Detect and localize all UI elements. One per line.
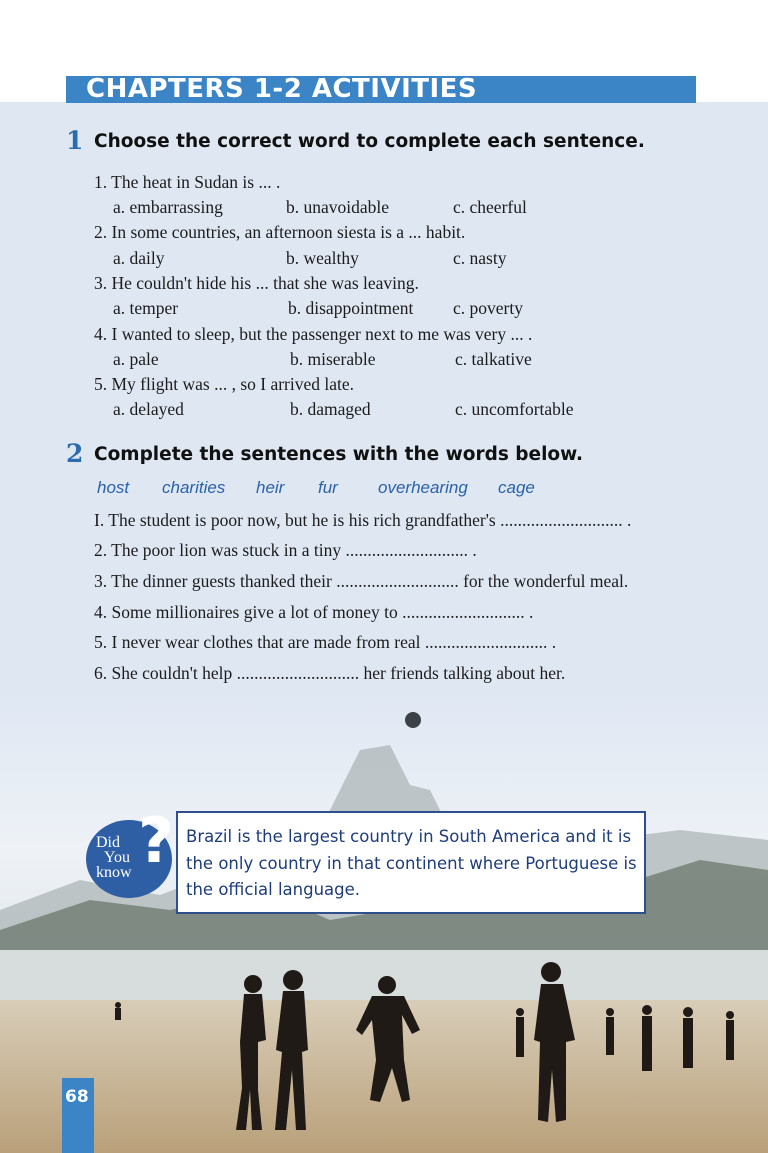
sentence-3: 3. The dinner guests thanked their ............................ for the wonderful meal. bbox=[94, 571, 629, 591]
question-4: 4. I wanted to sleep, but the passenger next to me was very ... . bbox=[94, 324, 533, 344]
did-you-know-line-3: know bbox=[96, 864, 132, 881]
word-bank-host: host bbox=[97, 478, 130, 497]
question-4-option-c: c. talkative bbox=[455, 349, 532, 369]
exercise-1-title: Choose the correct word to complete each sentence. bbox=[94, 131, 645, 152]
sentence-2: 2. The poor lion was stuck in a tiny ............................ . bbox=[94, 540, 477, 560]
did-you-know-line-2: You bbox=[104, 849, 130, 866]
question-5-option-a: a. delayed bbox=[113, 399, 184, 419]
sentence-6: 6. She couldn't help ............................ her friends talking about her. bbox=[94, 663, 566, 683]
word-bank-heir: heir bbox=[256, 478, 285, 497]
question-1: 1. The heat in Sudan is ... . bbox=[94, 172, 281, 192]
question-mark-icon: ? bbox=[138, 804, 174, 877]
fact-line-2: the only country in that continent where Portuguese is bbox=[186, 854, 637, 873]
page-number: 68 bbox=[65, 1087, 89, 1107]
beach-photo bbox=[0, 690, 768, 1153]
word-bank-charities: charities bbox=[162, 478, 226, 497]
sentence-4: 4. Some millionaires give a lot of money to ............................ . bbox=[94, 602, 534, 622]
fact-line-1: Brazil is the largest country in South America and it is bbox=[186, 827, 632, 846]
question-5-option-c: c. uncomfortable bbox=[455, 399, 574, 419]
page-title: CHAPTERS 1-2 ACTIVITIES bbox=[86, 74, 478, 104]
exercise-1-number: 1 bbox=[66, 126, 84, 155]
question-5: 5. My flight was ... , so I arrived late. bbox=[94, 374, 355, 394]
question-4-option-a: a. pale bbox=[113, 349, 159, 369]
did-you-know-line-1: Did bbox=[96, 834, 120, 851]
question-2-option-c: c. nasty bbox=[453, 248, 507, 268]
question-1-option-b: b. unavoidable bbox=[286, 197, 390, 217]
question-2-option-a: a. daily bbox=[113, 248, 165, 268]
exercise-2-number: 2 bbox=[66, 439, 84, 468]
question-2-option-b: b. wealthy bbox=[286, 248, 359, 268]
question-4-option-b: b. miserable bbox=[290, 349, 376, 369]
fact-line-3: the official language. bbox=[186, 880, 361, 899]
word-bank-overhearing: overhearing bbox=[378, 478, 468, 497]
word-bank-cage: cage bbox=[498, 478, 535, 497]
question-5-option-b: b. damaged bbox=[290, 399, 371, 419]
question-3: 3. He couldn't hide his ... that she was leaving. bbox=[94, 273, 419, 293]
question-3-option-b: b. disappointment bbox=[288, 298, 414, 318]
sentence-1: I. The student is poor now, but he is his rich grandfather's ............................ . bbox=[94, 510, 632, 530]
exercise-2-title: Complete the sentences with the words below. bbox=[94, 444, 584, 465]
question-2: 2. In some countries, an afternoon siesta is a ... habit. bbox=[94, 222, 466, 242]
question-1-option-a: a. embarrassing bbox=[113, 197, 223, 217]
question-1-option-c: c. cheerful bbox=[453, 197, 527, 217]
question-3-option-c: c. poverty bbox=[453, 298, 523, 318]
sentence-5: 5. I never wear clothes that are made from real ............................ . bbox=[94, 632, 557, 652]
word-bank-fur: fur bbox=[318, 478, 338, 497]
question-3-option-a: a. temper bbox=[113, 298, 179, 318]
